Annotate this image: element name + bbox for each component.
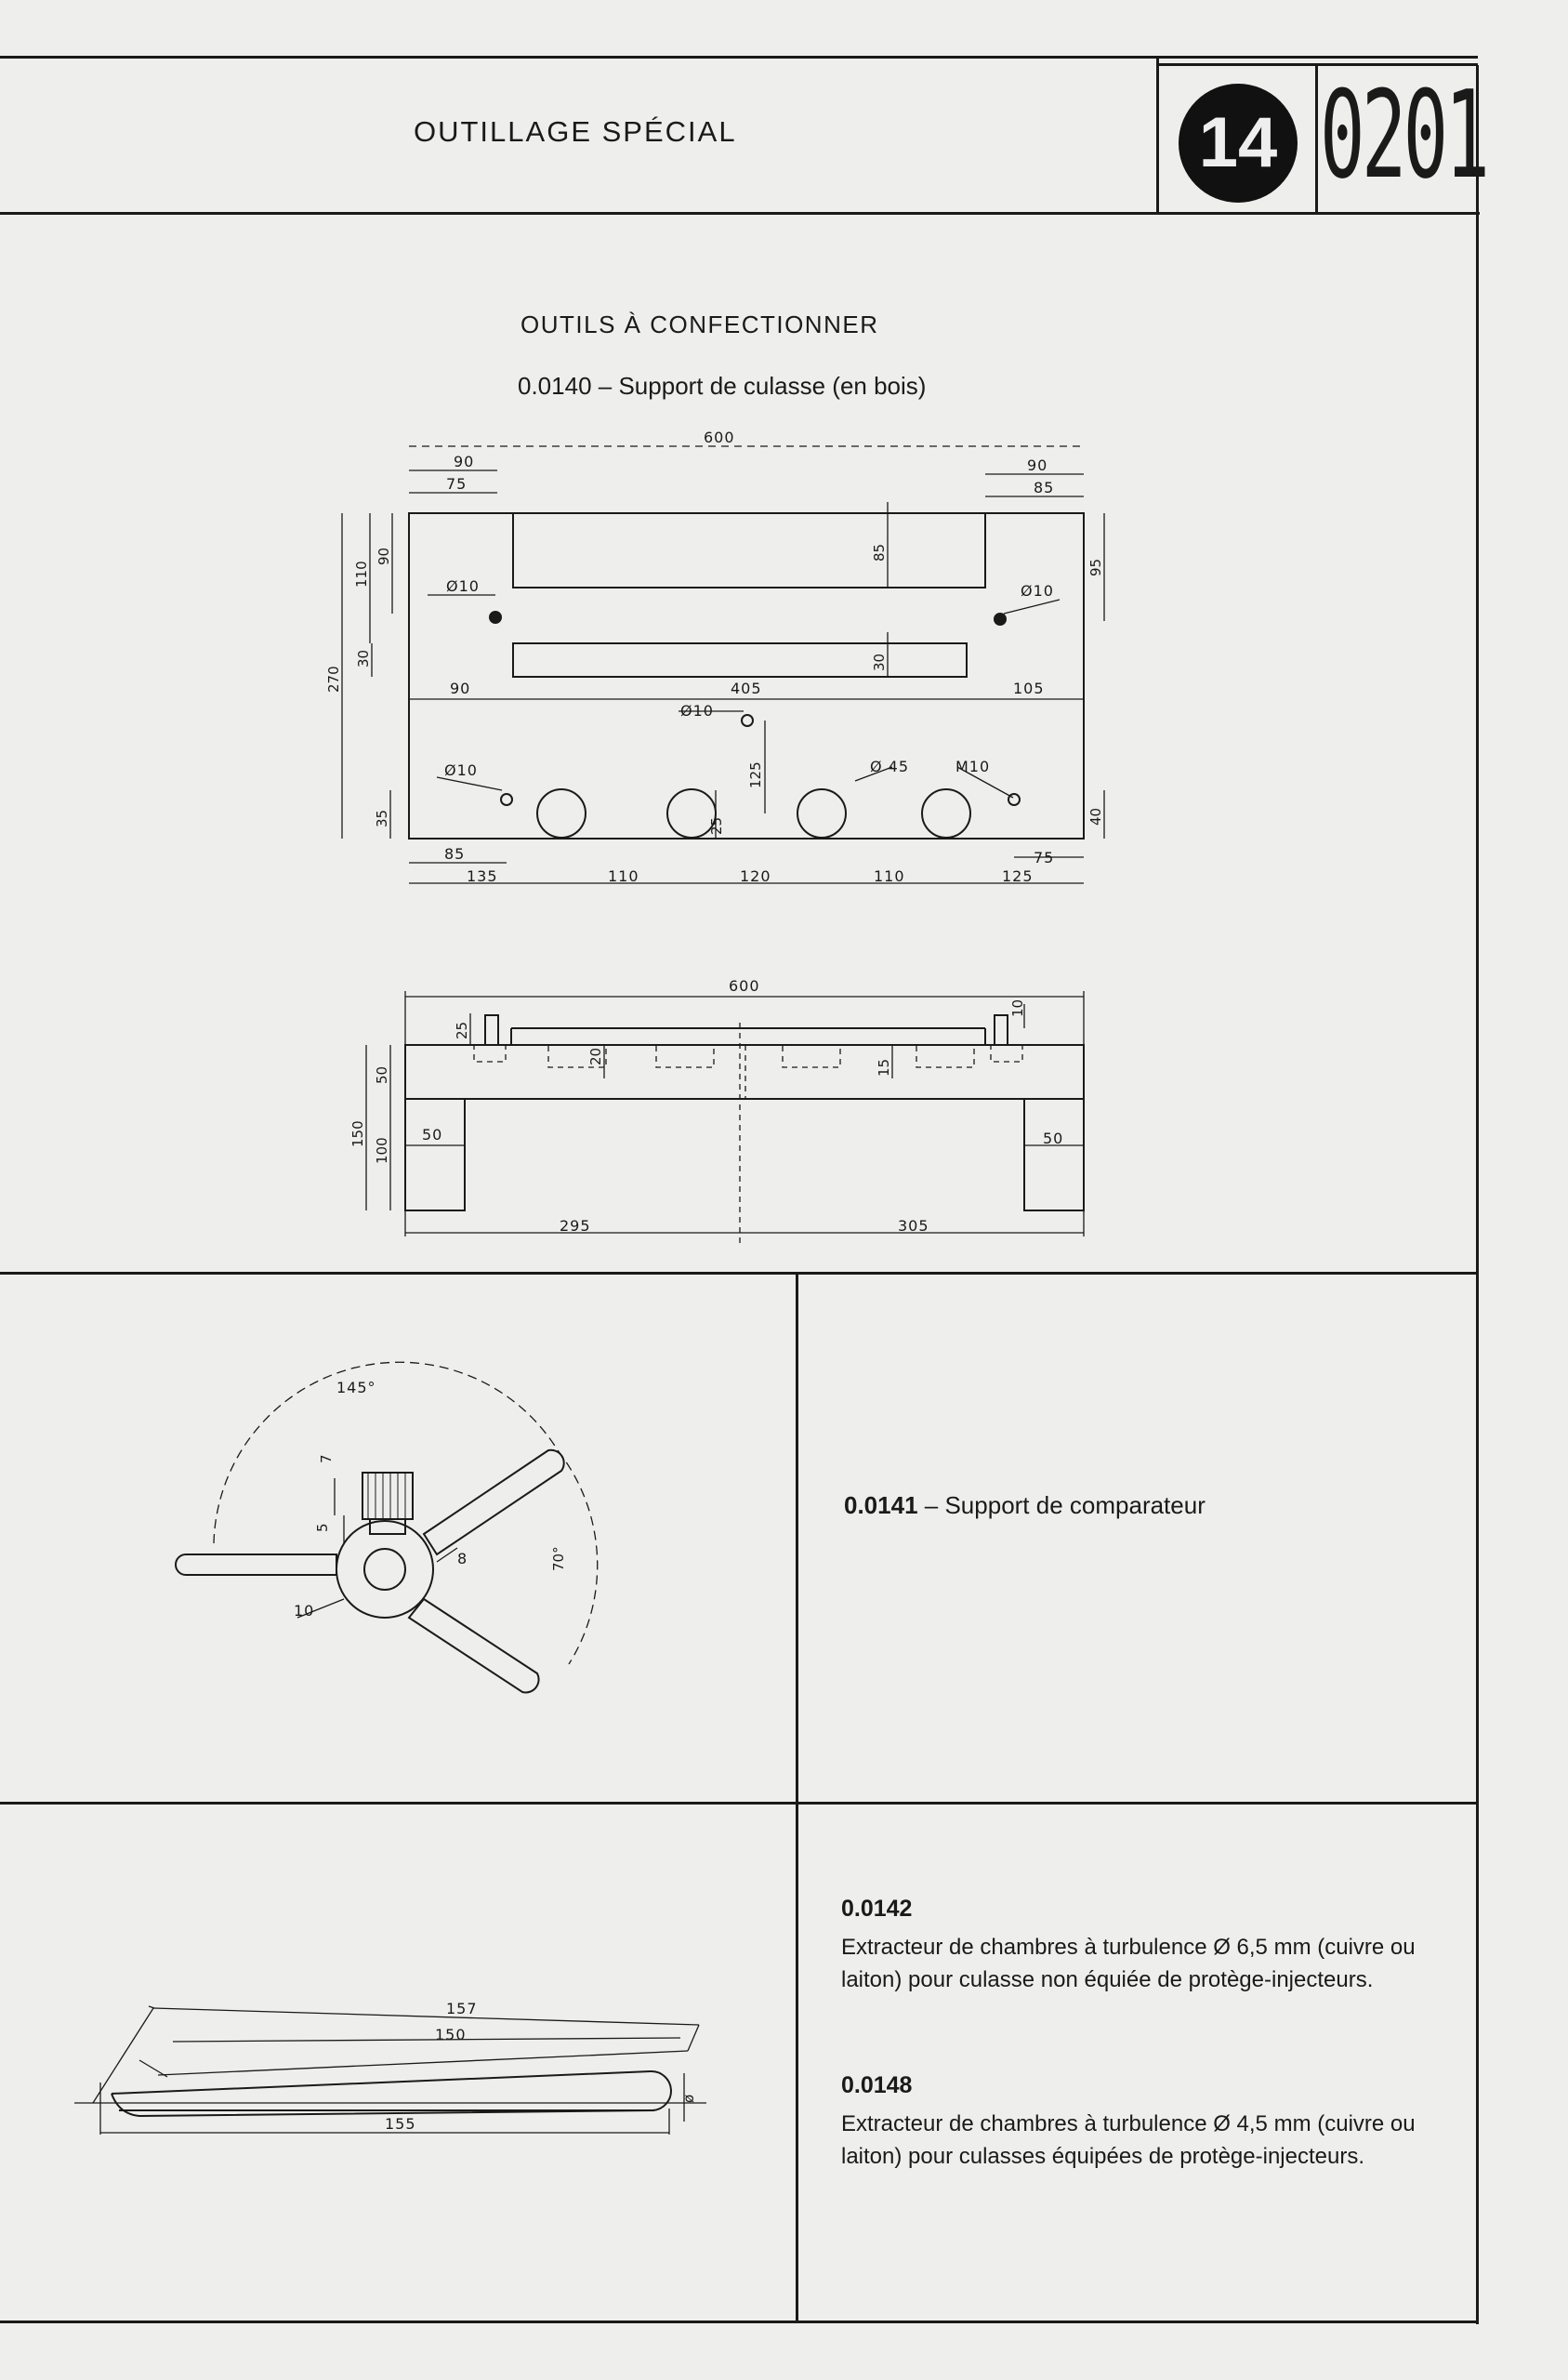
chapter-badge: 14: [1179, 84, 1298, 203]
dim-40: 40: [1087, 807, 1104, 826]
dim-90-right: 90: [1027, 456, 1048, 474]
item-0142-description: Extracteur de chambres à turbulence Ø 6,5 mm (cuivre ou laiton) pour culasse non équiée de protège-injecteurs.: [841, 1935, 1416, 1992]
dim-110a: 110: [608, 867, 639, 885]
dim-25: 25: [708, 816, 725, 835]
item-0148-description: Extracteur de chambres à turbulence Ø 4,5 mm (cuivre ou laiton) pour culasses équipées de protège-injecteurs.: [841, 2111, 1416, 2169]
item-0140-label: Support de culasse (en bois): [618, 372, 927, 400]
dim-diameter: ø: [680, 2094, 697, 2103]
item-0141-code: 0.0141: [844, 1491, 918, 1519]
dim-hole-right: Ø10: [1021, 582, 1054, 600]
dim-600: 600: [704, 429, 735, 446]
dim-90: 90: [376, 547, 392, 565]
dim-600-side: 600: [729, 977, 760, 995]
dim-75-bottom: 75: [1034, 849, 1055, 866]
page-code: 0201: [1320, 64, 1487, 205]
dim-5: 5: [314, 1523, 331, 1532]
dim-hole-left: Ø10: [446, 577, 480, 595]
dim-110b: 110: [874, 867, 905, 885]
dim-7: 7: [318, 1454, 335, 1463]
item-0141-title: [844, 1491, 1206, 1520]
item-0140-code: 0.0140: [518, 372, 592, 400]
item-0140-separator: –: [598, 372, 613, 400]
dim-120: 120: [740, 867, 771, 885]
dim-50-side: 50: [374, 1065, 390, 1084]
dim-150-side: 150: [349, 1120, 366, 1147]
dim-slot-85: 85: [871, 543, 888, 562]
header-title: OUTILLAGE SPÉCIAL: [414, 115, 737, 148]
item-0142-code: 0.0142: [841, 1896, 913, 1922]
dim-hole-bl: Ø10: [444, 761, 478, 779]
dim-thread-m10: M10: [955, 758, 991, 775]
dim-75-left: 75: [446, 475, 468, 493]
dim-35: 35: [374, 809, 390, 827]
dim-90-left: 90: [454, 453, 475, 470]
dim-hole-45: Ø 45: [870, 758, 910, 775]
dim-leg-right: 50: [1043, 1130, 1064, 1147]
dim-295: 295: [560, 1217, 591, 1235]
dim-157: 157: [446, 2000, 478, 2017]
dim-leg-left: 50: [422, 1126, 443, 1144]
dim-10-side: 10: [1009, 998, 1026, 1017]
item-0141-separator: –: [924, 1491, 939, 1519]
dim-85-bottom: 85: [444, 845, 466, 863]
dim-145deg: 145°: [336, 1379, 376, 1396]
dim-30: 30: [871, 653, 888, 671]
dim-155: 155: [385, 2115, 416, 2133]
dim-150: 150: [435, 2026, 467, 2043]
dim-hole-mid: Ø10: [680, 702, 714, 720]
dim-135: 135: [467, 867, 498, 885]
dim-125-bottom: 125: [1002, 867, 1034, 885]
dim-405: 405: [731, 680, 762, 697]
section-title: OUTILS À CONFECTIONNER: [520, 311, 879, 338]
dim-305: 305: [898, 1217, 929, 1235]
comparator-support-drawing: [176, 1362, 598, 1692]
item-0141-label: Support de comparateur: [944, 1491, 1206, 1519]
side-view-dimensions: [349, 977, 1063, 1235]
dim-95: 95: [1087, 558, 1104, 576]
dim-105: 105: [1013, 680, 1045, 697]
dim-8: 8: [457, 1550, 468, 1567]
dim-30-left: 30: [355, 649, 372, 668]
dim-110: 110: [353, 561, 370, 588]
dim-10: 10: [294, 1602, 315, 1620]
dim-100-side: 100: [374, 1137, 390, 1164]
dim-85-right: 85: [1034, 479, 1055, 496]
dim-125: 125: [747, 761, 764, 788]
side-view-drawing: [366, 991, 1084, 1246]
dim-90-bottom: 90: [450, 680, 471, 697]
dim-25-side: 25: [454, 1021, 470, 1039]
item-0142-block: [841, 1893, 1417, 1996]
dim-70deg: 70°: [550, 1546, 567, 1571]
dim-15-side: 15: [876, 1058, 892, 1077]
item-0148-code: 0.0148: [841, 2072, 913, 2098]
dim-270: 270: [325, 666, 342, 693]
dim-20-side: 20: [587, 1047, 604, 1065]
item-0148-block: [841, 2069, 1417, 2173]
